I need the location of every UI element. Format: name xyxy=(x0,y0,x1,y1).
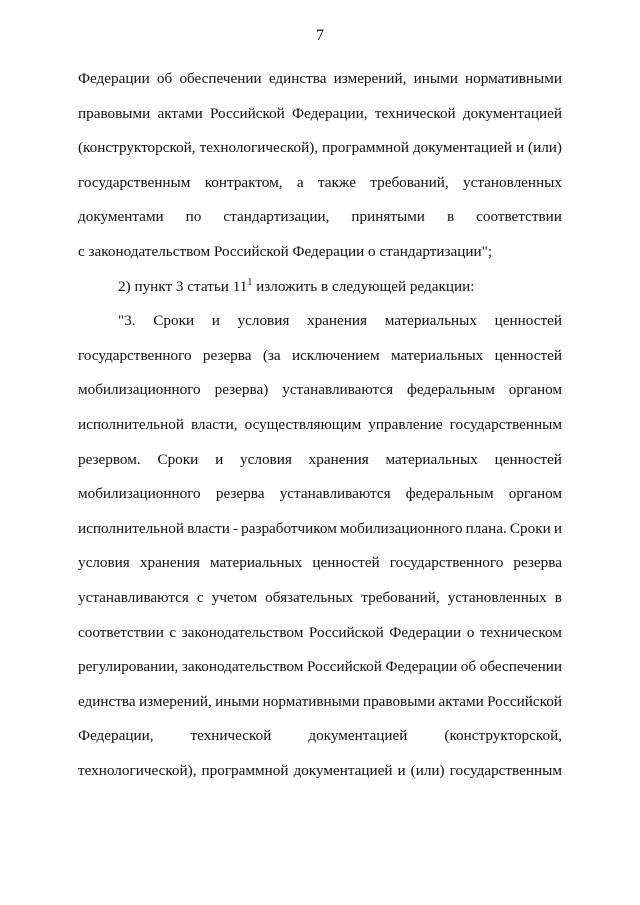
word: условия xyxy=(240,450,292,468)
word: правовыми xyxy=(78,104,151,122)
text-line xyxy=(78,754,562,789)
word: исключением xyxy=(292,346,380,364)
word: об xyxy=(460,658,477,676)
text-line xyxy=(78,270,562,305)
word: ценностей xyxy=(312,554,380,572)
text-line xyxy=(78,650,562,685)
word: материальных xyxy=(384,312,477,330)
word: материальных xyxy=(385,450,478,468)
word: измерений, xyxy=(138,692,212,710)
word: технологической), xyxy=(78,761,197,779)
word: нормативными xyxy=(262,692,360,710)
word: нормативными xyxy=(465,70,562,87)
word: об xyxy=(156,70,173,87)
word: установленных xyxy=(447,588,547,606)
word: "3. xyxy=(118,312,136,330)
text-line xyxy=(78,304,562,339)
word: мобилизационного xyxy=(78,485,201,503)
word: документацией xyxy=(462,104,562,122)
word: условия xyxy=(78,554,130,572)
word: (или) xyxy=(410,761,445,779)
word: иными xyxy=(215,692,260,710)
word: федеральным xyxy=(407,381,495,399)
word: Российской xyxy=(209,104,285,122)
word: в xyxy=(446,208,455,226)
word: законодательством xyxy=(181,658,304,676)
word: технологической), xyxy=(199,139,319,157)
word: (за xyxy=(262,346,281,364)
word: хранения xyxy=(308,450,369,468)
word: установленных xyxy=(463,173,562,191)
word: осуществляющим xyxy=(244,415,362,433)
word: о xyxy=(466,623,475,641)
word: мобилизационного xyxy=(339,519,463,537)
document-body xyxy=(78,62,562,788)
word: регулировании, xyxy=(78,658,179,676)
word: Российской xyxy=(308,623,384,641)
word: контрактом, xyxy=(204,173,283,191)
word: документацией xyxy=(412,139,512,157)
word: ценностей xyxy=(494,312,562,330)
word: технической xyxy=(190,727,272,745)
word: Сроки xyxy=(157,450,199,468)
word: обеспечении xyxy=(479,658,562,676)
word: документацией xyxy=(308,727,408,745)
word: резерва xyxy=(202,346,252,364)
word: разработчиком xyxy=(241,519,337,537)
word: власти, xyxy=(191,415,238,433)
word: устанавливаются xyxy=(279,485,391,503)
word: плана. xyxy=(465,519,507,537)
text-line xyxy=(78,685,562,720)
word: власти xyxy=(187,519,230,537)
word: ценностей xyxy=(494,450,562,468)
text-line xyxy=(78,131,562,166)
text-line xyxy=(78,339,562,374)
word: условия xyxy=(237,312,290,330)
text-segment: 2) пункт 3 статьи 11 xyxy=(118,277,248,295)
word: ценностей xyxy=(494,346,562,364)
text-line xyxy=(78,546,562,581)
word: органом xyxy=(508,381,562,399)
word: государственным xyxy=(449,761,562,779)
word: а xyxy=(296,173,304,191)
text-line xyxy=(78,512,562,547)
word: устанавливаются xyxy=(78,588,189,606)
word: иными xyxy=(413,70,458,87)
text-line xyxy=(78,166,562,201)
word: правовыми xyxy=(362,692,436,710)
word: с xyxy=(196,588,204,606)
word: техническом xyxy=(479,623,562,641)
text-line xyxy=(78,200,562,235)
word: Российской xyxy=(487,692,562,710)
word: государственным xyxy=(449,415,562,433)
word: документами xyxy=(78,208,164,226)
word: требований, xyxy=(370,173,449,191)
word: (конструкторской, xyxy=(444,727,562,745)
word: с xyxy=(169,623,177,641)
word: - xyxy=(232,519,239,537)
word: материальных xyxy=(390,346,484,364)
word: и xyxy=(397,761,406,779)
word: государственного xyxy=(78,346,192,364)
word: устанавливаются xyxy=(282,381,394,399)
word: программной xyxy=(201,761,289,779)
word: требований, xyxy=(361,588,440,606)
word: стандартизации, xyxy=(223,208,330,226)
word: Сроки xyxy=(509,519,551,537)
word: резерва xyxy=(513,554,562,572)
word: учетом xyxy=(211,588,258,606)
word: также xyxy=(317,173,356,191)
text-line xyxy=(78,477,562,512)
word: законодательством xyxy=(181,623,304,641)
text-line xyxy=(78,408,562,443)
word: государственным xyxy=(78,173,191,191)
word: технической xyxy=(374,104,456,122)
word: в xyxy=(554,588,562,606)
word: Федерации xyxy=(385,658,458,676)
word: по xyxy=(185,208,202,226)
word: (конструкторской, xyxy=(78,139,196,157)
word: исполнительной xyxy=(78,519,184,537)
text-line xyxy=(78,616,562,651)
word: резерва) xyxy=(214,381,269,399)
word: федеральным xyxy=(405,485,494,503)
text-line: с законодательством Российской Федерации о стандартизации"; xyxy=(78,242,493,260)
superscript: 1 xyxy=(247,276,253,288)
word: обязательных xyxy=(265,588,354,606)
word: измерений, xyxy=(333,70,407,87)
word: и xyxy=(211,312,220,330)
text-line xyxy=(78,719,562,754)
word: Федерации, xyxy=(292,104,368,122)
word: мобилизационного xyxy=(78,381,201,399)
text-line xyxy=(78,443,562,478)
word: принятыми xyxy=(351,208,425,226)
word: актами xyxy=(438,692,484,710)
word: и xyxy=(215,450,224,468)
word: (или) xyxy=(528,139,562,157)
text-line xyxy=(78,373,562,408)
word: хранения xyxy=(139,554,200,572)
word: Федерации xyxy=(78,70,150,87)
word: Федерации xyxy=(389,623,462,641)
word: обеспечении xyxy=(179,70,262,87)
word: Российской xyxy=(307,658,382,676)
word: государственного xyxy=(389,554,504,572)
word: соответствии xyxy=(476,208,562,226)
word: соответствии xyxy=(78,623,164,641)
word: программной xyxy=(322,139,409,157)
word: материальных xyxy=(210,554,303,572)
word: документацией xyxy=(293,761,393,779)
word: управление xyxy=(368,415,443,433)
word: актами xyxy=(157,104,203,122)
word: и xyxy=(553,519,562,537)
word: исполнительной xyxy=(78,415,184,433)
word: резерва xyxy=(215,485,265,503)
word: единства xyxy=(78,692,136,710)
text-segment: изложить в следующей редакции: xyxy=(252,277,475,295)
text-line xyxy=(78,97,562,132)
word: хранения xyxy=(306,312,368,330)
word: органом xyxy=(508,485,562,503)
word: единства xyxy=(268,70,327,87)
word: резервом. xyxy=(78,450,141,468)
text-line xyxy=(78,62,562,97)
word: Сроки xyxy=(153,312,195,330)
text-line xyxy=(78,581,562,616)
word: и xyxy=(515,139,525,157)
page-number: 7 xyxy=(316,27,324,44)
word: Федерации, xyxy=(78,727,154,745)
